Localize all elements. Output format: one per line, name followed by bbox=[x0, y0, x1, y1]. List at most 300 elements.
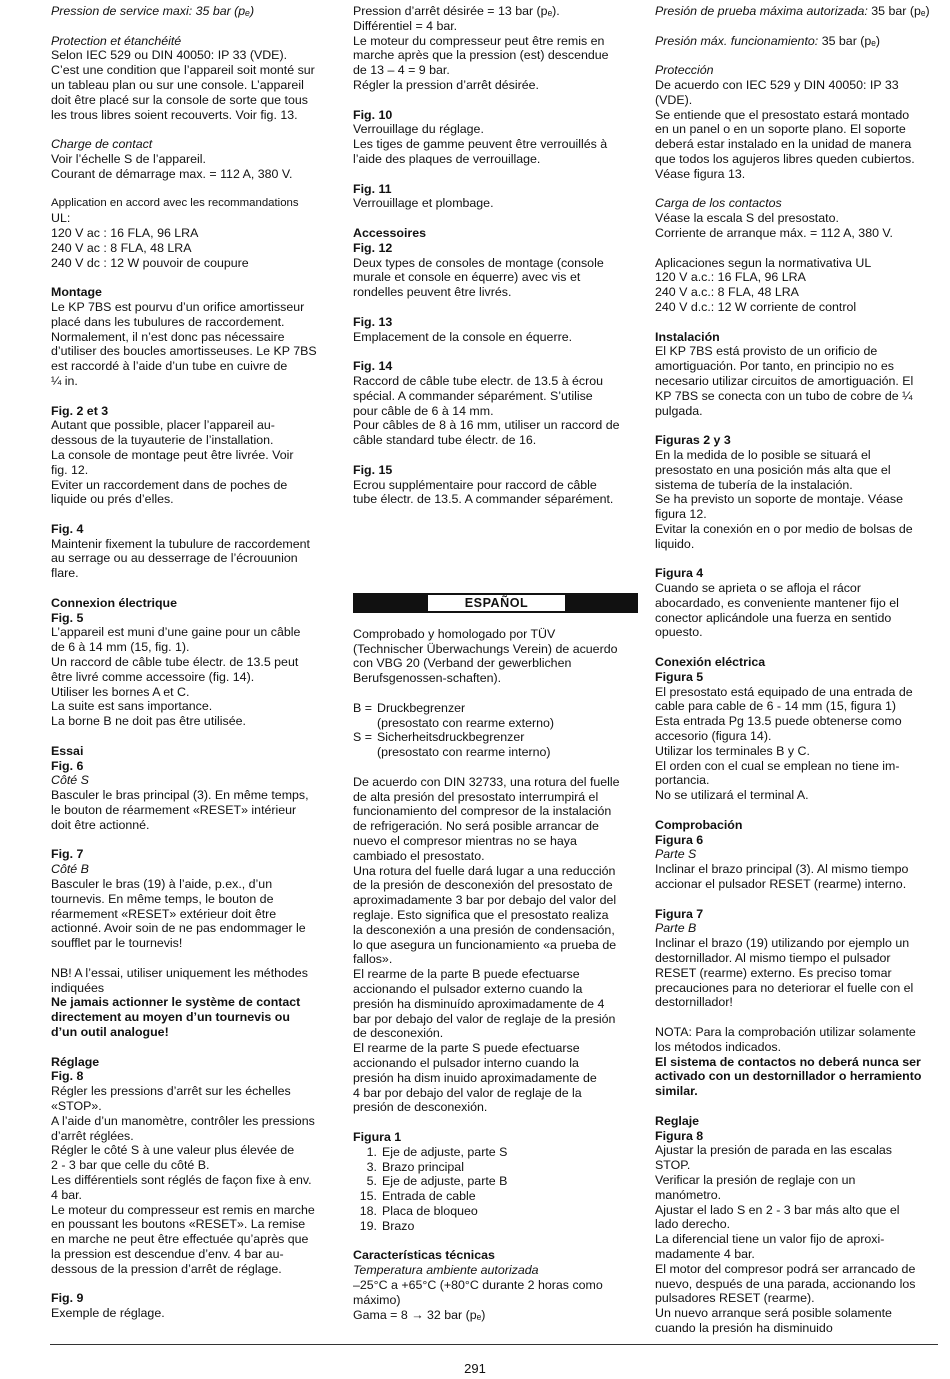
item-number: 15. bbox=[359, 1189, 377, 1204]
text-line: Les différentiels sont réglés de façon fixe à env. bbox=[51, 1172, 312, 1187]
section-figura-7 bbox=[655, 907, 945, 1011]
label: Presión máx. funcionamiento: bbox=[655, 33, 819, 48]
language-banner-label: ESPAÑOL bbox=[428, 595, 565, 611]
section-heading: Charge de contact bbox=[51, 137, 153, 152]
text-line: STOP. bbox=[655, 1158, 691, 1173]
text-line: est raccordé à l’aide d’un tube en cuivre de bbox=[51, 359, 288, 374]
paragraph bbox=[51, 418, 341, 507]
section-heading: Instalación bbox=[655, 329, 720, 344]
definition-value bbox=[377, 730, 551, 760]
text-line: Utilizar los terminales B y C. bbox=[655, 743, 810, 758]
text-line: 4 bar. bbox=[51, 1187, 83, 1202]
text-line: de 6 à 14 mm (15, fig. 1). bbox=[51, 640, 190, 655]
item-number: 1. bbox=[366, 1144, 377, 1159]
text-line: bar por debajo del valor de reglaje de la presión bbox=[353, 1011, 616, 1026]
paragraph bbox=[51, 152, 341, 182]
text-line: 240 V ac : 8 FLA, 48 LRA bbox=[51, 240, 192, 255]
text-line: El presostato está equipado de una entrada de bbox=[655, 684, 913, 699]
text-line: destornillador. Al mismo tiempo el pulsador bbox=[655, 951, 891, 965]
text-line: Selon IEC 529 ou DIN 40050: IP 33 (VDE). bbox=[51, 48, 288, 63]
definition-key: S = bbox=[353, 730, 372, 745]
section-reglaje bbox=[655, 1114, 945, 1336]
text-line: Un nuevo arranque será posible solamente bbox=[655, 1306, 892, 1321]
section-fig-4 bbox=[51, 522, 341, 581]
text-line: Les tiges de gamme peuvent être verrouillés à bbox=[353, 137, 608, 152]
figure-heading: Figura 5 bbox=[655, 669, 704, 684]
text-line: La diferencial tiene un valor fijo de aproxi- bbox=[655, 1232, 885, 1247]
definition-note: (presostato con rearme externo) bbox=[377, 715, 554, 730]
paragraph bbox=[51, 537, 341, 581]
item-text: Brazo principal bbox=[382, 1159, 464, 1174]
text-line: 4 bar por debajo del valor de reglaje de la bbox=[353, 1085, 582, 1100]
text-line: doit être actionné. bbox=[51, 817, 150, 832]
text-line: Aplicaciones segun la normativativa UL bbox=[655, 255, 872, 270]
text-line: El sistema de contactos no deberá nunca ser bbox=[655, 1054, 921, 1069]
text-line: 240 V dc : 12 W pouvoir de coupure bbox=[51, 255, 249, 270]
text-line: En la medida de lo posible se situará el bbox=[655, 447, 871, 462]
text-line: les trous libres soient recouverts. Voir fig. 13. bbox=[51, 107, 298, 122]
text-line: portancia. bbox=[655, 773, 710, 788]
side-label: Côté S bbox=[51, 773, 89, 788]
paragraph bbox=[353, 775, 638, 1115]
text-line: ¼ in. bbox=[51, 373, 78, 388]
section-heading: Comprobación bbox=[655, 817, 743, 832]
text-line: directement au moyen d’un tournevis ou bbox=[51, 1010, 290, 1025]
text-line: Corriente de arranque máx. = 112 A, 380 V. bbox=[655, 225, 893, 240]
paragraph bbox=[51, 1306, 341, 1321]
list-item bbox=[353, 1189, 638, 1204]
text-line: figura 12. bbox=[655, 507, 707, 522]
figure-heading: Fig. 13 bbox=[353, 314, 393, 329]
section-protection bbox=[51, 34, 341, 123]
section-technical bbox=[353, 1248, 638, 1322]
text-line: 240 V a.c.: 8 FLA, 48 LRA bbox=[655, 285, 799, 300]
text-line: fallos». bbox=[353, 952, 393, 967]
text-line: Utiliser les bornes A et C. bbox=[51, 684, 190, 699]
text-line: Eviter un raccordement dans de poches de bbox=[51, 477, 288, 492]
figure-heading: Fig. 5 bbox=[51, 610, 84, 625]
text-line: Gama = 8 → 32 bar (pₑ) bbox=[353, 1307, 486, 1322]
text-line: UL: bbox=[51, 211, 71, 226]
figure-heading: Figura 8 bbox=[655, 1128, 704, 1143]
figure-heading: Figura 6 bbox=[655, 832, 704, 847]
paragraph bbox=[655, 448, 945, 552]
text-line: amortiguación. Por tanto, en principio no es bbox=[655, 359, 895, 374]
text-line: –25°C a +65°C (+80°C durante 2 horas como bbox=[353, 1277, 603, 1292]
column-french-1 bbox=[51, 4, 341, 1336]
paragraph bbox=[51, 877, 341, 951]
column-french-spanish-2 bbox=[353, 4, 638, 1337]
text-line: soufflet par le tournevis! bbox=[51, 936, 183, 951]
text-line: madamente 4 bar. bbox=[655, 1246, 755, 1261]
section-nota bbox=[655, 1025, 945, 1099]
paragraph bbox=[353, 1278, 638, 1322]
section-tuv bbox=[353, 627, 638, 686]
text-line: liquido. bbox=[655, 536, 695, 551]
text-line: d’arrêt réglées. bbox=[51, 1128, 134, 1143]
text-line: Verificar la presión de reglaje con un bbox=[655, 1172, 856, 1187]
section-heading: Essai bbox=[51, 743, 84, 758]
section-max-pressure bbox=[655, 34, 945, 49]
section-fig-13 bbox=[353, 315, 638, 345]
side-label: Parte B bbox=[655, 921, 697, 936]
paragraph bbox=[655, 581, 945, 640]
text-line: con VBG 20 (Verband der gewerblichen bbox=[353, 656, 572, 671]
definition-value bbox=[377, 701, 554, 731]
paragraph bbox=[51, 48, 341, 122]
paragraph bbox=[655, 1143, 945, 1335]
figure-heading: Fig. 14 bbox=[353, 359, 393, 374]
text-line: El orden con el cual se emplean no tiene im- bbox=[655, 758, 900, 773]
paragraph bbox=[51, 625, 341, 729]
sub-heading: Temperatura ambiente autorizada bbox=[353, 1263, 539, 1278]
text-line: pulgada. bbox=[655, 403, 703, 418]
paragraph bbox=[655, 936, 945, 1010]
text-line: Se ha previsto un soporte de montaje. Véase bbox=[655, 492, 903, 507]
item-number: 5. bbox=[366, 1174, 377, 1189]
text-line: Comprobado y homologado por TÜV bbox=[353, 626, 556, 641]
text-line: El KP 7BS está provisto de un orificio de bbox=[655, 344, 878, 359]
value: 35 bar (pₑ) bbox=[871, 4, 930, 18]
figure-heading: Figura 4 bbox=[655, 566, 704, 581]
section-instalacion bbox=[655, 330, 945, 419]
text-line: cable para cable de 6 - 14 mm (15, figura 1) bbox=[655, 699, 897, 714]
section-contact-load bbox=[51, 137, 341, 181]
text-line: presión de desconexión. bbox=[353, 1100, 488, 1115]
text-line: flare. bbox=[51, 566, 79, 581]
section-conexion bbox=[655, 655, 945, 803]
text-line: activado con un destornillador o herramiento bbox=[655, 1069, 922, 1084]
section-intro bbox=[353, 4, 638, 93]
text-line: los métodos indicados. bbox=[655, 1039, 782, 1054]
section-montage bbox=[51, 285, 341, 389]
section-heading: Montage bbox=[51, 285, 102, 300]
text-line: Esta entrada Pg 13.5 puede obtenerse como bbox=[655, 714, 902, 729]
text-line: en poussant les boutons «RESET». La remise bbox=[51, 1217, 306, 1232]
definition-row bbox=[353, 730, 638, 760]
section-carga bbox=[655, 196, 945, 240]
section-heading: Accessoires bbox=[353, 225, 427, 240]
text-line: de desconexión. bbox=[353, 1026, 444, 1041]
text-line: nuevo, después de una parada, accionando los bbox=[655, 1276, 916, 1291]
text-line: de refrigeración. No será posible arrancar de bbox=[353, 819, 599, 834]
paragraph bbox=[655, 78, 945, 182]
text-line: Régler le côté S à une valeur plus élevée de bbox=[51, 1143, 295, 1158]
text-line: 2 - 3 bar que celle du côté B. bbox=[51, 1158, 210, 1173]
test-pressure bbox=[655, 4, 945, 19]
definitions-list bbox=[353, 701, 638, 760]
text-line: aproximadamente 3 bar por debajo del valor del bbox=[353, 893, 617, 908]
section-heading: Réglage bbox=[51, 1054, 100, 1069]
text-line: nuevo el compresor mientras no se haya bbox=[353, 834, 577, 849]
item-text: Placa de bloqueo bbox=[382, 1203, 478, 1218]
text-line: Basculer le bras (19) à l’aide, p.ex., d’un bbox=[51, 877, 273, 892]
text-line: El motor del compresor podrá ser arrancado de bbox=[655, 1261, 916, 1276]
section-proteccion bbox=[655, 63, 945, 181]
value: 35 bar (pₑ) bbox=[821, 33, 881, 48]
figure-heading: Fig. 10 bbox=[353, 107, 393, 122]
section-figura-4 bbox=[655, 566, 945, 640]
warning-paragraph bbox=[655, 1055, 945, 1099]
paragraph bbox=[51, 788, 341, 832]
paragraph bbox=[655, 256, 945, 315]
definition-note: (presostato con rearme interno) bbox=[377, 745, 551, 760]
paragraph bbox=[353, 627, 638, 686]
list-item bbox=[353, 1219, 638, 1234]
section-heading: Características técnicas bbox=[353, 1248, 495, 1263]
text-line: Véase la escala S del presostato. bbox=[655, 211, 839, 226]
text-line: que todos los agujeros libres queden cubiertos. bbox=[655, 151, 915, 166]
text-line: Courant de démarrage max. = 112 A, 380 V. bbox=[51, 166, 293, 181]
text-line: dessous de la pression d’arrêt de réglage. bbox=[51, 1261, 282, 1276]
text-line: Véase figura 13. bbox=[655, 166, 746, 181]
definition-term: Druckbegrenzer bbox=[377, 700, 466, 715]
text-line: Voir l’échelle S de l’appareil. bbox=[51, 151, 206, 166]
text-line: fig. 12. bbox=[51, 462, 89, 477]
figure-heading: Fig. 6 bbox=[51, 758, 84, 773]
item-text: Brazo bbox=[382, 1218, 415, 1233]
text-line: être livré comme accessoire (fig. 14). bbox=[51, 669, 255, 684]
text-line: Pour câbles de 8 à 16 mm, utiliser un raccord de bbox=[353, 418, 620, 433]
text-line: Cuando se aprieta o se afloja el rácor bbox=[655, 581, 861, 596]
section-ul bbox=[51, 196, 341, 270]
text-line: De acuerdo con DIN 32733, una rotura del fuelle bbox=[353, 774, 620, 789]
text-line: spécial. A commander séparément. S’utilise bbox=[353, 388, 593, 403]
text-line: NB! A l’essai, utiliser uniquement les méthodes bbox=[51, 965, 308, 980]
text-line: un tableau plan ou sur une console. L’appareil bbox=[51, 77, 304, 92]
section-comprobacion bbox=[655, 818, 945, 892]
text-line: le bouton de réarmement «RESET» intérieur bbox=[51, 803, 297, 818]
column-spanish-3 bbox=[655, 4, 945, 1351]
text-line: reglaje. Esto significa que el presostato realiza bbox=[353, 908, 609, 923]
text-line: La console de montage peut être livrée. Voir bbox=[51, 447, 294, 462]
definition-term: Sicherheitsdruckbegrenzer bbox=[377, 730, 525, 745]
text-line: La suite est sans importance. bbox=[51, 699, 213, 714]
paragraph bbox=[655, 1025, 945, 1055]
text-line: Autant que possible, placer l’appareil au- bbox=[51, 418, 275, 433]
label: Presión de prueba máxima autorizada: bbox=[655, 4, 868, 18]
text-line: accionando el pulsador interno cuando la bbox=[353, 1056, 579, 1070]
paragraph bbox=[51, 966, 341, 996]
text-line: actionné. Avoir soin de ne pas endommager le bbox=[51, 921, 306, 936]
text-line: réarmement «RESET» extérieur doit être bbox=[51, 906, 277, 921]
text-line: Ajustar el lado S en 2 - 3 bar más alto que el bbox=[655, 1202, 900, 1217]
service-pressure: Pression de service maxi: 35 bar (pₑ) bbox=[51, 4, 255, 18]
section-fig-14 bbox=[353, 359, 638, 448]
figure-heading: Fig. 9 bbox=[51, 1291, 84, 1306]
paragraph bbox=[353, 374, 638, 448]
paragraph bbox=[51, 211, 341, 270]
text-line: 240 V d.c.: 12 W corriente de control bbox=[655, 299, 857, 314]
text-line: abocardado, es conveniente mantener fijo el bbox=[655, 595, 899, 610]
text-line: Emplacement de la console en équerre. bbox=[353, 329, 573, 344]
item-text: Eje de adjuste, parte B bbox=[382, 1174, 508, 1189]
item-text: Eje de adjuste, parte S bbox=[382, 1144, 508, 1159]
text-line: tube électr. de 13.5. A commander séparément. bbox=[353, 492, 614, 507]
section-heading: Protección bbox=[655, 63, 714, 78]
text-line: presión ha disminuído aproximadamente de 4 bbox=[353, 996, 605, 1011]
text-line: Maintenir fixement la tubulure de raccordement bbox=[51, 536, 310, 551]
text-line: Verrouillage et plombage. bbox=[353, 196, 494, 211]
text-line: accionar el pulsador RESET (rearme) interno. bbox=[655, 877, 907, 892]
text-line: precauciones para no deteriorar el fuelle con el bbox=[655, 980, 914, 995]
text-line: Pression d’arrêt désirée = 13 bar (pₑ). bbox=[353, 4, 560, 18]
section-heading: Protection et étanchéité bbox=[51, 33, 182, 48]
list-item bbox=[353, 1145, 638, 1160]
text-line: Raccord de câble tube electr. de 13.5 à écrou bbox=[353, 373, 604, 388]
text-line: marche après que la pression (est) descendue bbox=[353, 48, 609, 63]
section-heading: Connexion électrique bbox=[51, 595, 177, 610]
text-line: Ecrou supplémentaire pour raccord de câble bbox=[353, 477, 597, 492]
text-line: rondelles peuvent être livrés. bbox=[353, 285, 512, 300]
definition-key: B = bbox=[353, 700, 372, 715]
figure-heading: Fig. 12 bbox=[353, 240, 393, 255]
section-fig-15 bbox=[353, 463, 638, 507]
text-line: presostato en una posición más alta que el bbox=[655, 462, 891, 477]
list-item bbox=[353, 1204, 638, 1219]
text-line: funcionamiento del compresor de la instalación bbox=[353, 804, 612, 819]
text-line: NOTA: Para la comprobación utilizar solamente bbox=[655, 1024, 916, 1039]
text-line: Un raccord de câble tube électr. de 13.5 peut bbox=[51, 655, 299, 670]
text-line: similar. bbox=[655, 1084, 698, 1099]
text-line: Régler la pression d’arrêt désirée. bbox=[353, 77, 539, 92]
text-line: De acuerdo con IEC 529 y DIN 40050: IP 33 bbox=[655, 77, 899, 92]
text-line: Evitar la conexión en o por medio de bolsas de bbox=[655, 521, 913, 536]
text-line: d’utiliser des boucles amortisseuses. Le KP 7BS bbox=[51, 344, 317, 359]
section-fig-11 bbox=[353, 182, 638, 212]
section-heading: Conexión eléctrica bbox=[655, 655, 766, 670]
figure-heading: Fig. 8 bbox=[51, 1069, 84, 1084]
text-line: cuando la presión ha disminuido bbox=[655, 1320, 833, 1335]
language-banner bbox=[353, 593, 638, 613]
text-line: tournevis. En même temps, le bouton de bbox=[51, 891, 274, 906]
text-line: de alta presión del presostato interrumpirá el bbox=[353, 789, 599, 804]
paragraph bbox=[353, 256, 638, 300]
section-fig-9 bbox=[51, 1291, 341, 1321]
text-line: d’un outil analogue! bbox=[51, 1024, 169, 1039]
section-fig-10 bbox=[353, 108, 638, 167]
text-line: Inclinar el brazo principal (3). Al mismo tiempo bbox=[655, 862, 909, 877]
text-line: (Technischer Überwachungs Verein) de acuerdo bbox=[353, 641, 618, 656]
paragraph bbox=[353, 196, 638, 211]
list-item bbox=[353, 1160, 638, 1175]
paragraph bbox=[655, 211, 945, 241]
section-heading: Carga de los contactos bbox=[655, 196, 782, 211]
text-line: opuesto. bbox=[655, 625, 703, 640]
section-figura-1 bbox=[353, 1130, 638, 1234]
paragraph bbox=[353, 4, 638, 93]
text-line: Berufsgenossen-schaften). bbox=[353, 671, 502, 686]
paragraph bbox=[353, 330, 638, 345]
text-line: câble standard tube électr. de 16. bbox=[353, 433, 537, 448]
paragraph bbox=[353, 122, 638, 166]
figure-heading: Figura 1 bbox=[353, 1129, 402, 1144]
text-line: accesorio (figura 14). bbox=[655, 729, 772, 744]
text-line: El rearme de la parte B puede efectuarse bbox=[353, 967, 580, 982]
text-line: l’aide des plaques de verrouillage. bbox=[353, 151, 541, 166]
section-heading: Fig. 2 et 3 bbox=[51, 403, 109, 418]
text-line: 120 V ac : 16 FLA, 96 LRA bbox=[51, 225, 199, 240]
side-label: Parte S bbox=[655, 847, 697, 862]
figure-heading: Fig. 15 bbox=[353, 462, 393, 477]
section-heading: Application en accord avec les recommandations bbox=[51, 197, 299, 210]
section-nb bbox=[51, 966, 341, 1040]
item-number: 19. bbox=[359, 1218, 377, 1233]
text-line: dessous de la tuyauterie de l’installation. bbox=[51, 433, 274, 448]
text-line: Se entiende que el presostato estará montado bbox=[655, 107, 910, 122]
text-line: Le KP 7BS est pourvu d’un orifice amortisseur bbox=[51, 299, 305, 314]
text-line: C’est une condition que l’appareil soit monté sur bbox=[51, 63, 315, 78]
text-line: doit être placé sur la console de sorte que tous bbox=[51, 92, 308, 107]
section-din bbox=[353, 775, 638, 1115]
definition-row bbox=[353, 701, 638, 731]
text-line: necesario utilizar circuitos de amortiguación. El bbox=[655, 373, 914, 388]
text-line: Ne jamais actionner le système de contact bbox=[51, 995, 301, 1010]
item-text: Entrada de cable bbox=[382, 1189, 476, 1204]
figure-heading: Fig. 11 bbox=[353, 181, 392, 196]
text-line: murale et console en équerre) avec vis et bbox=[353, 270, 581, 285]
figure-heading: Figuras 2 y 3 bbox=[655, 433, 731, 448]
section-essai bbox=[51, 744, 341, 833]
figure-heading: Figura 7 bbox=[655, 906, 704, 921]
paragraph bbox=[51, 300, 341, 389]
section-heading: Reglaje bbox=[655, 1113, 700, 1128]
section-service-pressure bbox=[51, 4, 341, 19]
text-line: Inclinar el brazo (19) utilizando por ejemplo un bbox=[655, 936, 910, 951]
section-test-pressure bbox=[655, 4, 945, 19]
text-line: cambiado el presostato. bbox=[353, 848, 485, 863]
text-line: liquide ou prés d’elles. bbox=[51, 492, 174, 507]
text-line: 120 V a.c.: 16 FLA, 96 LRA bbox=[655, 270, 806, 285]
section-figuras-2-3 bbox=[655, 433, 945, 551]
text-line: KP 7BS se conecta con un tubo de cobre de ¼ bbox=[655, 388, 913, 403]
text-line: au serrage ou au desserrage de l’écrouunion bbox=[51, 551, 298, 566]
text-line: presión ha dism inuido aproximadamente de bbox=[353, 1070, 597, 1085]
text-line: pulsadores RESET (rearme). bbox=[655, 1291, 815, 1306]
text-line: El rearme de la parte S puede efectuarse bbox=[353, 1041, 580, 1056]
text-line: de la presión de desconexión del presostato de bbox=[353, 878, 613, 893]
text-line: accionando el pulsador externo cuando la bbox=[353, 982, 583, 997]
section-reglage bbox=[51, 1055, 341, 1277]
text-line: sistema de tubería de la instalación. bbox=[655, 477, 853, 492]
text-line: indiquées bbox=[51, 980, 105, 995]
text-line: Régler les pressions d’arrêt sur les échelles bbox=[51, 1084, 291, 1099]
text-line: de 13 – 4 = 9 bar. bbox=[353, 63, 450, 78]
section-fig-7 bbox=[51, 847, 341, 951]
paragraph bbox=[353, 478, 638, 508]
paragraph bbox=[655, 344, 945, 418]
page-number: 291 bbox=[464, 1361, 486, 1376]
footer-rule bbox=[50, 1344, 938, 1345]
max-pressure bbox=[655, 34, 945, 49]
text-line: Normalement, il n’est donc pas nécessaire bbox=[51, 329, 285, 344]
warning-paragraph bbox=[51, 995, 341, 1039]
text-line: Deux types de consoles de montage (console bbox=[353, 255, 604, 270]
figure-heading: Fig. 7 bbox=[51, 847, 84, 862]
text-line: RESET (rearme) externo. Es preciso tomar bbox=[655, 965, 892, 980]
text-line: Ajustar la presión de parada en las escalas bbox=[655, 1143, 892, 1158]
text-line: en un panel o en un soporte plano. El soporte bbox=[655, 122, 906, 137]
text-line: manómetro. bbox=[655, 1187, 722, 1202]
paragraph bbox=[655, 685, 945, 803]
item-number: 3. bbox=[366, 1159, 377, 1174]
side-label: Côté B bbox=[51, 862, 89, 877]
text-line: máximo) bbox=[353, 1292, 401, 1307]
text-line: (VDE). bbox=[655, 92, 693, 107]
text-line: Le moteur du compresseur est remis en marche bbox=[51, 1202, 315, 1217]
text-line: destornillador! bbox=[655, 995, 733, 1010]
text-line: lado derecho. bbox=[655, 1217, 731, 1232]
